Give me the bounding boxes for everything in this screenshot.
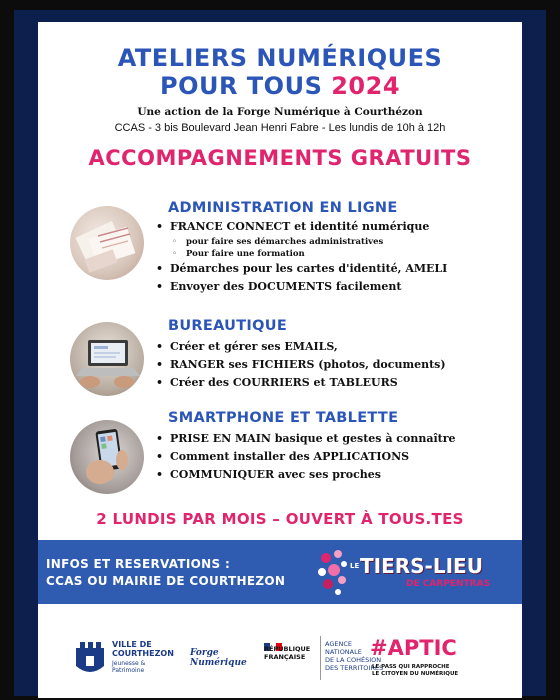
rf-name	[264, 646, 310, 661]
tiers-lieu-prefix: LE	[350, 562, 360, 570]
list-item: • Envoyer des DOCUMENTS facilement	[156, 278, 447, 296]
documents-photo	[70, 206, 144, 280]
footer-logos	[38, 630, 522, 690]
list-subitem: ◦ Pour faire une formation	[156, 248, 447, 260]
list-item: • FRANCE CONNECT et identité numérique	[156, 218, 447, 236]
section-title-smartphone: SMARTPHONE ET TABLETTE	[168, 410, 399, 426]
list-item: • Créer et gérer ses EMAILS,	[156, 338, 446, 356]
ville-courthezon-logo	[72, 636, 176, 676]
tiers-lieu-city: DE CARPENTRAS	[406, 579, 491, 589]
title-line-2	[38, 72, 522, 100]
anct-line-4: DES TERRITOIRES	[325, 664, 384, 672]
schedule-banner: 2 LUNDIS PAR MOIS – OUVERT À TOUS.TES	[96, 510, 464, 528]
bureautique-list	[156, 338, 446, 392]
smartphone-photo	[70, 420, 144, 494]
poster	[38, 22, 522, 698]
list-item: • Créer des COURRIERS et TABLEURS	[156, 374, 446, 392]
aptic-name: #APTIC	[370, 636, 457, 660]
section-title-administration: ADMINISTRATION EN LIGNE	[168, 200, 398, 216]
forge-line-1: Forge	[190, 648, 219, 658]
title-year: 2024	[331, 72, 401, 100]
aptic-tagline-2: LE CITOYEN DU NUMÉRIQUE	[372, 670, 459, 677]
list-item: • COMMUNIQUER avec ses proches	[156, 466, 456, 484]
forge-numerique-logo	[188, 636, 258, 676]
tiers-lieu-logo	[314, 544, 514, 600]
smartphone-list	[156, 430, 456, 484]
laptop-illustration	[70, 322, 144, 396]
administration-list	[156, 218, 447, 296]
anct-line-1: AGENCE	[325, 640, 352, 648]
castle-icon	[72, 636, 108, 676]
documents-illustration	[70, 206, 144, 280]
headline: ACCOMPAGNEMENTS GRATUITS	[88, 146, 472, 170]
ville-tagline: Jeunesse & Patrimoine	[112, 660, 146, 674]
aptic-tagline	[372, 664, 458, 677]
title-line-1: ATELIERS NUMÉRIQUES	[117, 44, 443, 72]
title-text: POUR TOUS	[159, 72, 323, 100]
rf-line-2: FRANÇAISE	[264, 652, 306, 661]
ville-line-1: VILLE DE	[112, 640, 152, 649]
aptic-tagline-1: LE PASS QUI RAPPROCHE	[372, 664, 450, 670]
tiers-lieu-name: TIERS-LIEU	[360, 554, 483, 578]
list-subitem: ◦ pour faire ses démarches administratives	[156, 236, 447, 248]
ville-name	[112, 640, 174, 658]
anct-line-2: NATIONALE	[325, 648, 362, 656]
rf-line-1: RÉPUBLIQUE	[264, 645, 311, 653]
info-band-line-2: CCAS OU MAIRIE DE COURTHEZON	[46, 574, 286, 588]
laptop-photo	[70, 322, 144, 396]
forge-name	[190, 648, 247, 668]
info-band	[38, 540, 522, 604]
republique-francaise-logo	[264, 636, 316, 680]
list-item: • PRISE EN MAIN basique et gestes à connaître	[156, 430, 456, 448]
list-item: • Démarches pour les cartes d'identité, AMELI	[156, 260, 447, 278]
aptic-logo	[370, 636, 490, 680]
ville-line-2: COURTHEZON	[112, 649, 174, 658]
smartphone-illustration	[70, 420, 144, 494]
section-title-bureautique: BUREAUTIQUE	[168, 318, 288, 334]
list-item: • Comment installer des APPLICATIONS	[156, 448, 456, 466]
forge-line-2: Numérique	[190, 658, 247, 668]
subtitle-organizer: Une action de la Forge Numérique à Courthézon	[137, 106, 423, 118]
subtitle-address: CCAS - 3 bis Boulevard Jean Henri Fabre - Les lundis de 10h à 12h	[114, 122, 446, 134]
tiers-lieu-dots-icon	[314, 544, 354, 600]
info-band-line-1: INFOS ET RESERVATIONS :	[46, 557, 231, 571]
anct-line-3: DE LA COHÉSION	[325, 656, 382, 664]
list-item: • RANGER ses FICHIERS (photos, documents)	[156, 356, 446, 374]
